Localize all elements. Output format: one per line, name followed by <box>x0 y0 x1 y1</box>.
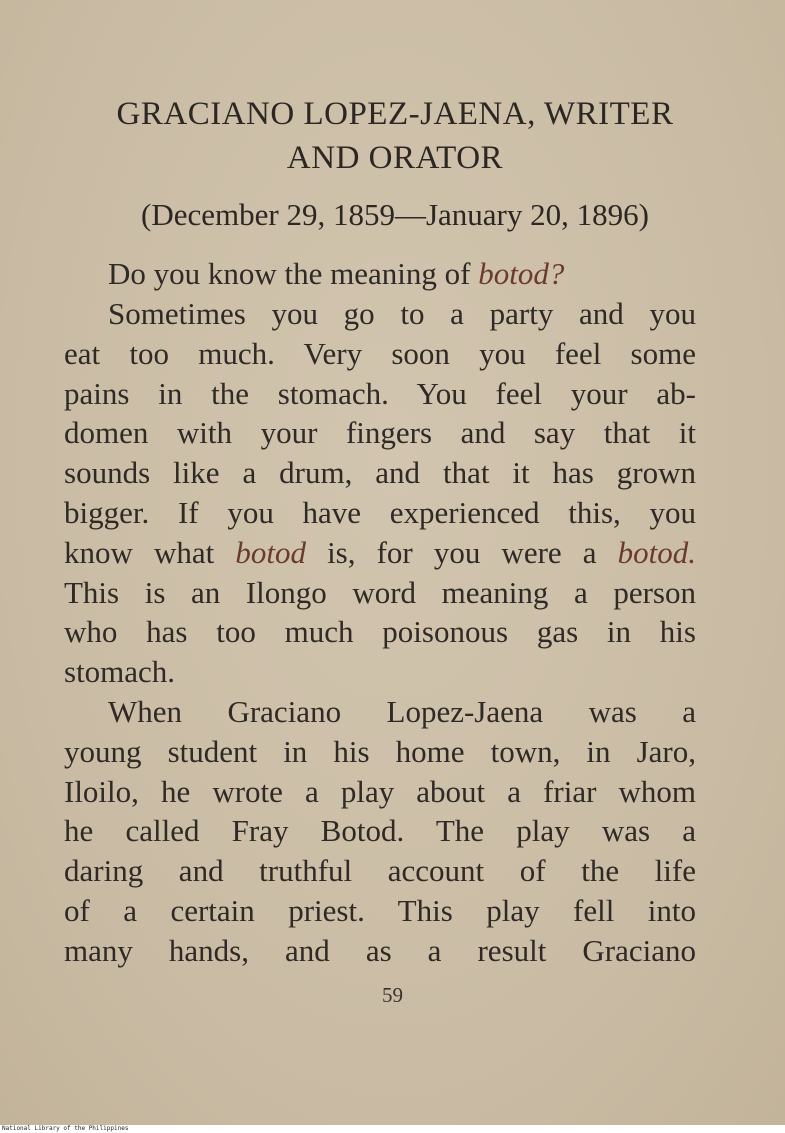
text-line: who has too much poisonous gas in his <box>64 614 696 650</box>
italic-term: botod? <box>478 256 565 291</box>
chapter-title-line-1: GRACIANO LOPEZ-JAENA, WRITER <box>116 96 674 132</box>
text-line: many hands, and as a result Graciano <box>64 932 696 968</box>
library-footer: National Library of the Philippines <box>0 1125 785 1133</box>
italic-term: botod. <box>617 534 696 570</box>
text-line: daring and truthful account of the life <box>64 853 696 889</box>
text-span: is, for you were a <box>305 534 618 570</box>
text-line: Sometimes you go to a party and you <box>108 296 696 331</box>
text-line: When Graciano Lopez-Jaena was a <box>108 694 696 729</box>
text-line: stomach. <box>64 654 176 690</box>
chapter-title <box>40 92 750 180</box>
chapter-title-line-2: AND ORATOR <box>286 140 504 176</box>
text-line: he called Fray Botod. The play was a <box>64 813 696 849</box>
text-line: young student in his home town, in Jaro, <box>64 733 696 769</box>
text-line: Iloilo, he wrote a play about a friar whom <box>64 773 696 809</box>
text-line: pains in the stomach. You feel your ab- <box>64 375 696 411</box>
page-number: 59 <box>382 983 403 1007</box>
text-line: sounds like a drum, and that it has grown <box>64 455 696 491</box>
text-line <box>64 254 696 294</box>
text-line: This is an Ilongo word meaning a person <box>64 574 696 610</box>
text-line: eat too much. Very soon you feel some <box>64 335 696 371</box>
paragraph-3 <box>64 692 696 971</box>
paragraph-1 <box>64 254 696 294</box>
paragraph-2 <box>64 294 696 692</box>
text-line: of a certain priest. This play fell into <box>64 892 696 928</box>
text-line: domen with your fingers and say that it <box>64 415 696 451</box>
text-line: bigger. If you have experienced this, you <box>64 494 696 530</box>
text-span: Do you know the meaning of <box>108 256 479 291</box>
text-span: know what <box>64 534 236 570</box>
italic-term: botod <box>235 534 306 570</box>
text-line <box>64 533 696 573</box>
life-dates: (December 29, 1859—January 20, 1896) <box>141 197 649 232</box>
